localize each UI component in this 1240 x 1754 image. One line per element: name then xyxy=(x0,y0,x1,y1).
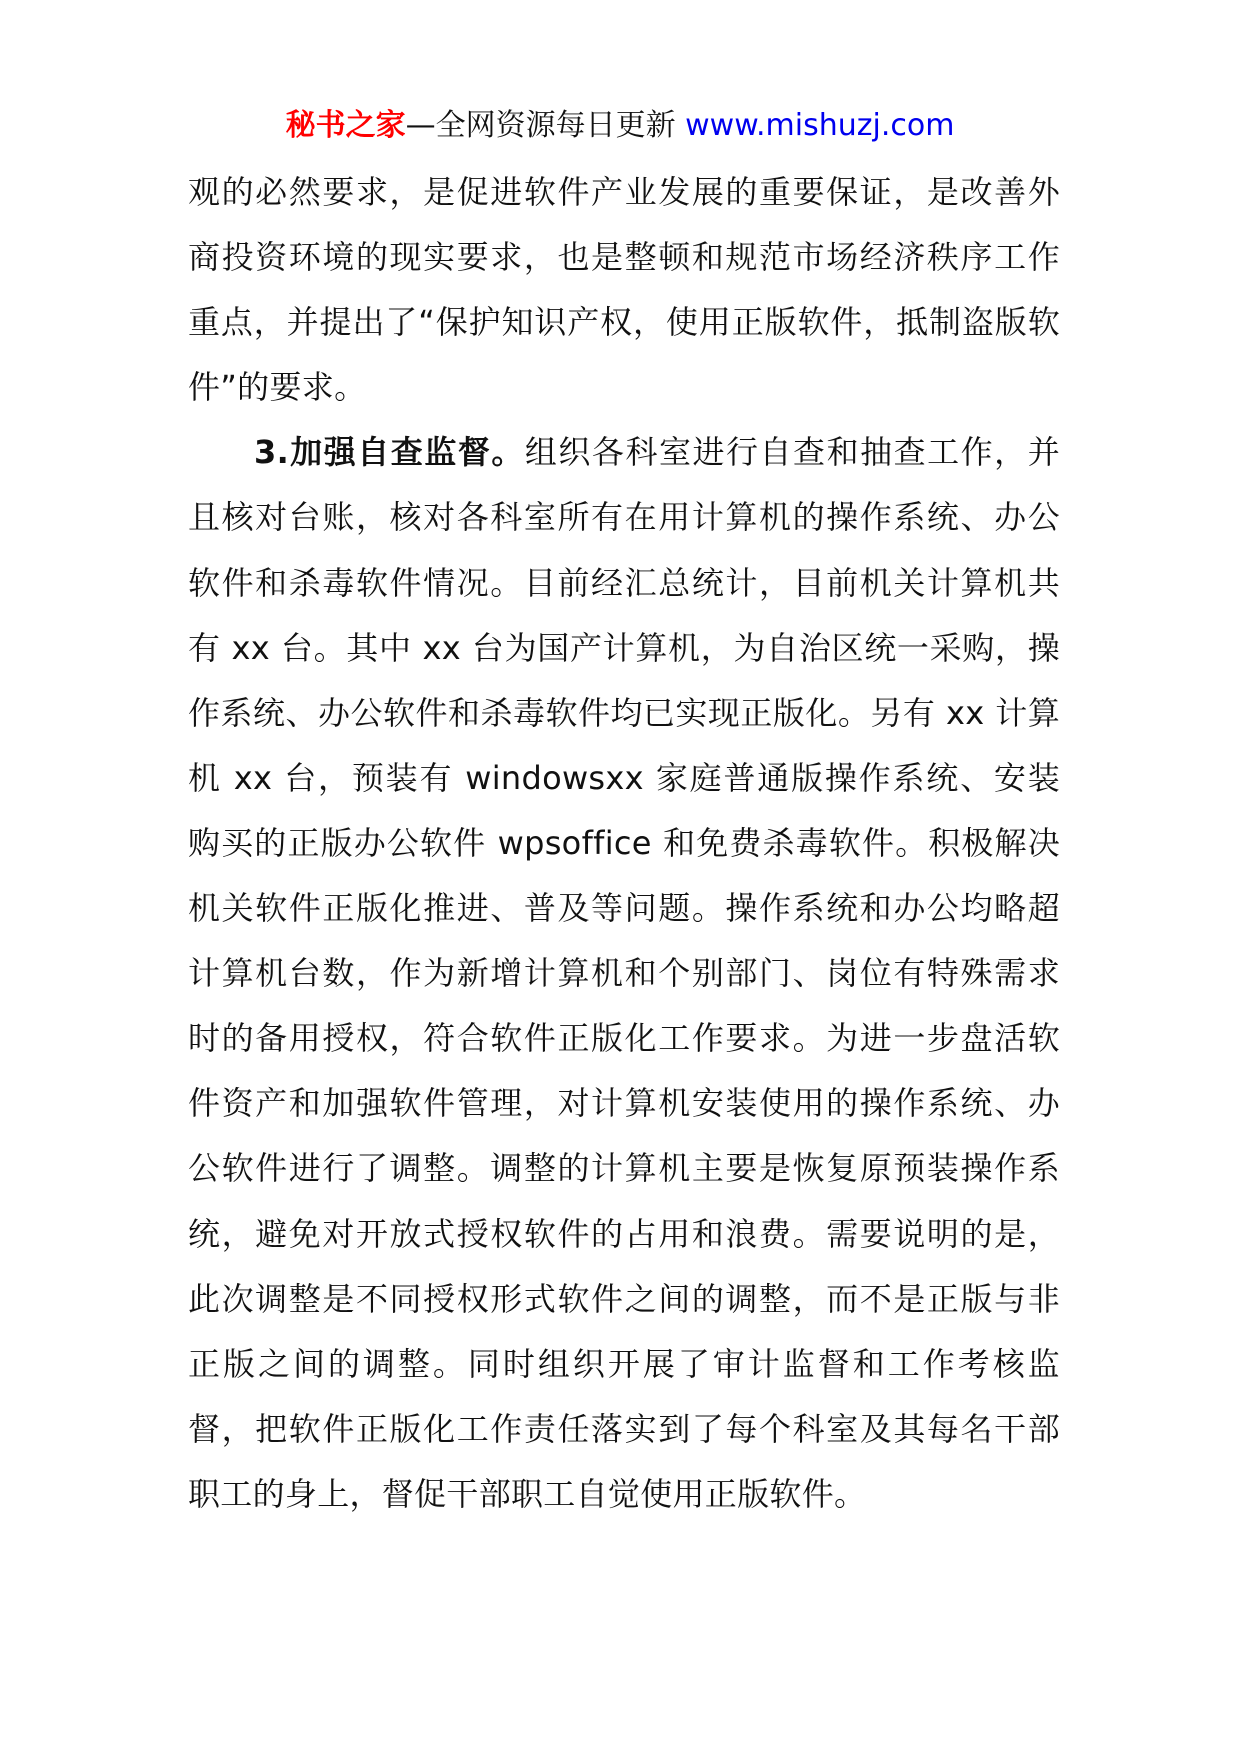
paragraph-text: 组织各科室进行自查和抽查工作，并且核对台账，核对各科室所有在用计算机的操作系统、办公软件和杀毒软件情况。目前经汇总统计，目前机关计算机共有 xx 台。其中 xx 台为国产计算机，为自治区统一采购，操作系统、办公软件和杀毒软件均已实现正版化。另有 xx 计算机 xx 台，预装有 windowsxx 家庭普通版操作系统、安装购买的正版办公软件 wpsoffice 和免费杀毒软件。积极解决机关软件正版化推进、普及等问题。操作系统和办公均略超计算机台数，作为新增计算机和个别部门、岗位有特殊需求时的备用授权，符合软件正版化工作要求。为进一步盘活软件资产和加强软件管理，对计算机安装使用的操作系统、办公软件进行了调整。调整的计算机主要是恢复原预装操作系统，避免对开放式授权软件的占用和浪费。需要说明的是，此次调整是不同授权形式软件之间的调整，而不是正版与非正版之间的调整。同时组织开展了审计监督和工作考核监督，把软件正版化工作责任落实到了每个科室及其每名干部职工的身上，督促干部职工自觉使用正版软件。 xyxy=(188,433,1060,1513)
paragraph-self-inspection xyxy=(188,420,1060,1527)
document-body xyxy=(188,160,1060,1527)
site-brand: 秘书之家 xyxy=(285,108,406,143)
site-url-link[interactable]: www.mishuzj.com xyxy=(685,108,955,143)
section-heading: 3.加强自查监督。 xyxy=(254,433,525,472)
page-header xyxy=(0,104,1240,148)
site-tagline: —全网资源每日更新 xyxy=(405,108,686,143)
paragraph-text: 观的必然要求，是促进软件产业发展的重要保证，是改善外商投资环境的现实要求，也是整顿和规范市场经济秩序工作重点，并提出了“保护知识产权，使用正版软件，抵制盗版软件”的要求。 xyxy=(188,173,1060,407)
paragraph-continued xyxy=(188,160,1060,420)
